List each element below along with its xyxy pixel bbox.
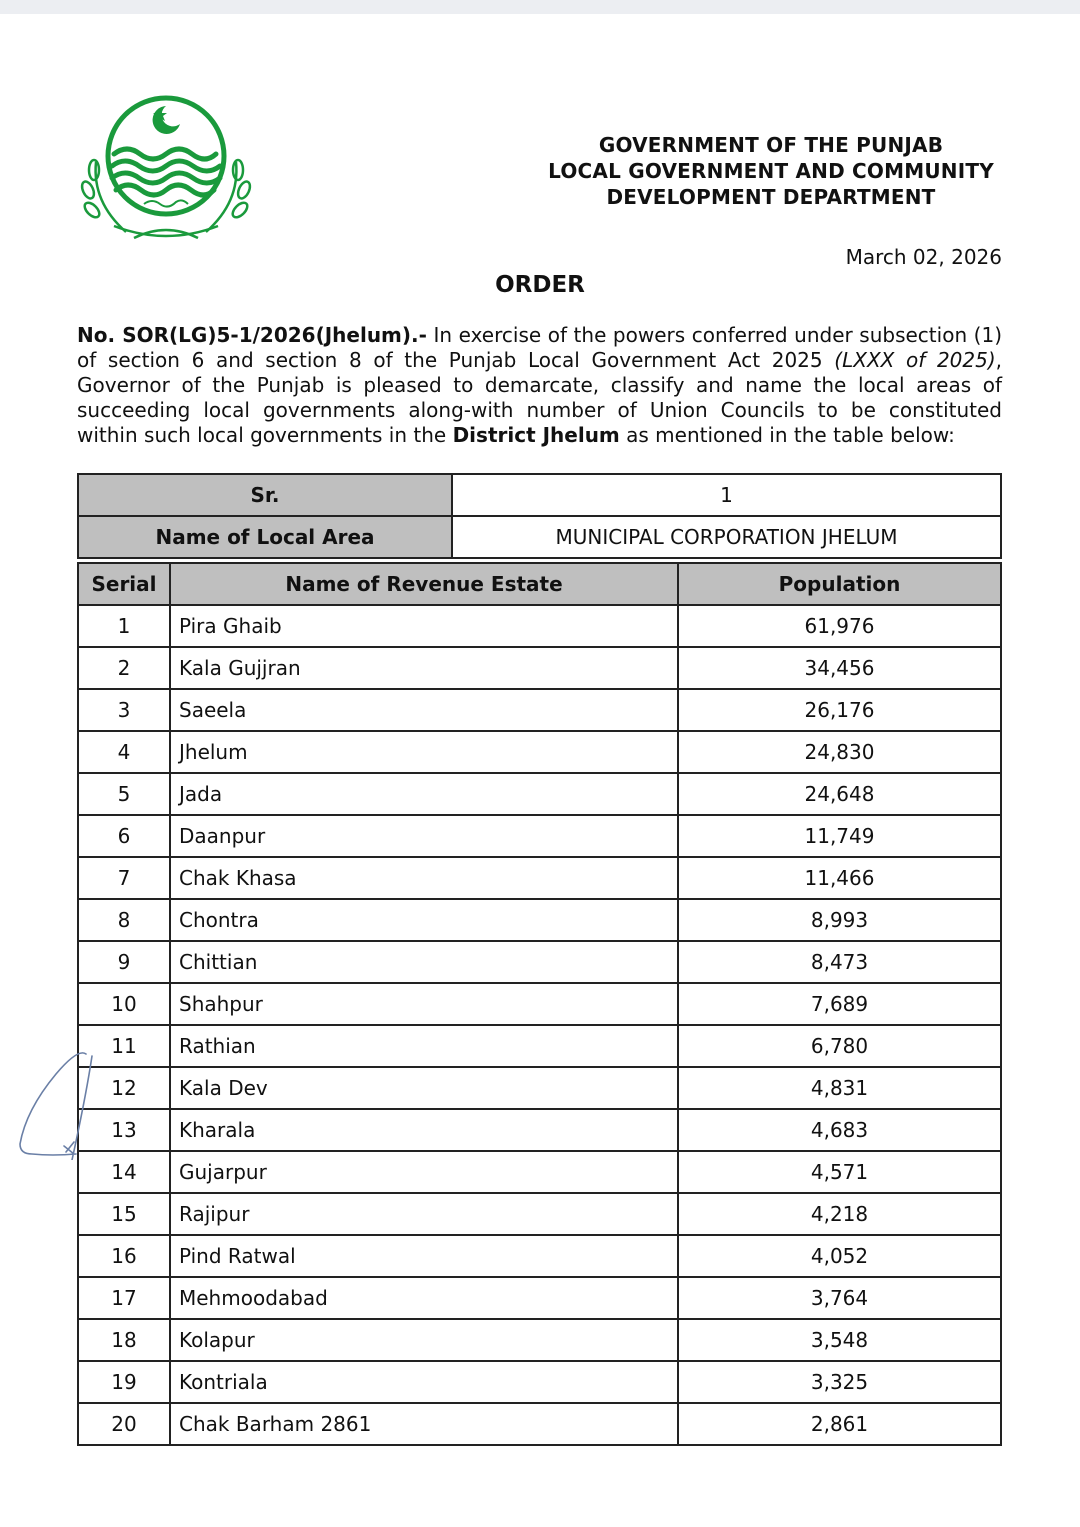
serial-cell: 19	[78, 1361, 170, 1403]
header-line-government: GOVERNMENT OF THE PUNJAB	[598, 133, 944, 157]
table-row	[78, 899, 1001, 941]
top-strip	[0, 0, 1080, 14]
serial-cell: 16	[78, 1235, 170, 1277]
serial-cell: 2	[78, 647, 170, 689]
table-row	[78, 1067, 1001, 1109]
estate-name-cell: Rajipur	[170, 1193, 678, 1235]
serial-cell: 18	[78, 1319, 170, 1361]
population-cell: 3,764	[678, 1277, 1001, 1319]
serial-cell: 14	[78, 1151, 170, 1193]
table-row	[78, 1277, 1001, 1319]
order-number: No. SOR(LG)5-1/2026(Jhelum).-	[77, 323, 427, 347]
order-text-part-1: In exercise of the powers conferred under subsection (1) of section 6 and section 8 of the Punjab Local Government Act 2025	[77, 323, 1002, 372]
table-row	[78, 1319, 1001, 1361]
serial-cell: 12	[78, 1067, 170, 1109]
table-row	[78, 1361, 1001, 1403]
sr-row	[78, 474, 1001, 516]
estate-name-cell: Chak Khasa	[170, 857, 678, 899]
table-header-row	[78, 563, 1001, 605]
header-line-department: LOCAL GOVERNMENT AND COMMUNITY	[548, 159, 994, 183]
serial-cell: 15	[78, 1193, 170, 1235]
serial-cell: 20	[78, 1403, 170, 1445]
serial-cell: 7	[78, 857, 170, 899]
population-cell: 4,831	[678, 1067, 1001, 1109]
estate-name-cell: Gujarpur	[170, 1151, 678, 1193]
population-cell: 8,473	[678, 941, 1001, 983]
table-row	[78, 1151, 1001, 1193]
table-row	[78, 605, 1001, 647]
population-cell: 2,861	[678, 1403, 1001, 1445]
serial-cell: 6	[78, 815, 170, 857]
serial-cell: 13	[78, 1109, 170, 1151]
estate-name-cell: Pira Ghaib	[170, 605, 678, 647]
serial-cell: 1	[78, 605, 170, 647]
act-reference: (LXXX of 2025)	[834, 348, 996, 372]
order-text-part-3: as mentioned in the table below:	[619, 423, 955, 447]
order-title: ORDER	[495, 272, 585, 298]
population-cell: 6,780	[678, 1025, 1001, 1067]
population-cell: 24,830	[678, 731, 1001, 773]
serial-cell: 4	[78, 731, 170, 773]
estate-name-cell: Kontriala	[170, 1361, 678, 1403]
table-row	[78, 647, 1001, 689]
population-cell: 11,749	[678, 815, 1001, 857]
sr-label: Sr.	[78, 474, 452, 516]
estate-name-cell: Kala Gujjran	[170, 647, 678, 689]
population-cell: 34,456	[678, 647, 1001, 689]
table-row	[78, 1235, 1001, 1277]
population-cell: 11,466	[678, 857, 1001, 899]
estate-name-cell: Mehmoodabad	[170, 1277, 678, 1319]
punjab-emblem-icon	[74, 92, 258, 248]
department-header	[540, 132, 1002, 210]
estate-name-cell: Pind Ratwal	[170, 1235, 678, 1277]
table-row	[78, 1403, 1001, 1445]
serial-cell: 9	[78, 941, 170, 983]
estate-name-cell: Chontra	[170, 899, 678, 941]
serial-cell: 3	[78, 689, 170, 731]
estate-name-cell: Rathian	[170, 1025, 678, 1067]
local-area-label: Name of Local Area	[78, 516, 452, 558]
table-row	[78, 1025, 1001, 1067]
serial-cell: 5	[78, 773, 170, 815]
order-date: March 02, 2026	[845, 245, 1002, 269]
revenue-estates-table	[77, 562, 1002, 1446]
population-cell: 4,218	[678, 1193, 1001, 1235]
serial-cell: 11	[78, 1025, 170, 1067]
population-cell: 4,052	[678, 1235, 1001, 1277]
table-row	[78, 857, 1001, 899]
local-area-table	[77, 473, 1002, 559]
order-text-part-2: , Governor of the Punjab is pleased to demarcate, classify and name the local areas of succeeding local governments along-with number of Union Councils to be constituted within such local governments in the	[77, 348, 1003, 447]
column-header-serial: Serial	[78, 563, 170, 605]
signature-initial-icon	[8, 1048, 98, 1160]
table-row	[78, 1193, 1001, 1235]
serial-cell: 17	[78, 1277, 170, 1319]
column-header-revenue-estate: Name of Revenue Estate	[170, 563, 678, 605]
estate-name-cell: Saeela	[170, 689, 678, 731]
local-area-value: MUNICIPAL CORPORATION JHELUM	[452, 516, 1001, 558]
population-cell: 61,976	[678, 605, 1001, 647]
table-row	[78, 941, 1001, 983]
population-cell: 4,571	[678, 1151, 1001, 1193]
district-name: District Jhelum	[452, 423, 620, 447]
estate-name-cell: Daanpur	[170, 815, 678, 857]
estate-name-cell: Kolapur	[170, 1319, 678, 1361]
population-cell: 24,648	[678, 773, 1001, 815]
table-row	[78, 731, 1001, 773]
table-row	[78, 1109, 1001, 1151]
order-body-paragraph	[77, 323, 1002, 448]
population-cell: 8,993	[678, 899, 1001, 941]
column-header-population: Population	[678, 563, 1001, 605]
estate-name-cell: Shahpur	[170, 983, 678, 1025]
population-cell: 4,683	[678, 1109, 1001, 1151]
table-row	[78, 689, 1001, 731]
serial-cell: 8	[78, 899, 170, 941]
estate-name-cell: Jada	[170, 773, 678, 815]
estate-name-cell: Jhelum	[170, 731, 678, 773]
population-cell: 7,689	[678, 983, 1001, 1025]
population-cell: 3,325	[678, 1361, 1001, 1403]
sr-value: 1	[452, 474, 1001, 516]
estate-name-cell: Chak Barham 2861	[170, 1403, 678, 1445]
population-cell: 26,176	[678, 689, 1001, 731]
estate-name-cell: Kala Dev	[170, 1067, 678, 1109]
population-cell: 3,548	[678, 1319, 1001, 1361]
serial-cell: 10	[78, 983, 170, 1025]
estate-name-cell: Kharala	[170, 1109, 678, 1151]
local-area-row	[78, 516, 1001, 558]
table-row	[78, 983, 1001, 1025]
table-row	[78, 773, 1001, 815]
estate-name-cell: Chittian	[170, 941, 678, 983]
table-row	[78, 815, 1001, 857]
header-line-development: DEVELOPMENT DEPARTMENT	[606, 185, 936, 209]
